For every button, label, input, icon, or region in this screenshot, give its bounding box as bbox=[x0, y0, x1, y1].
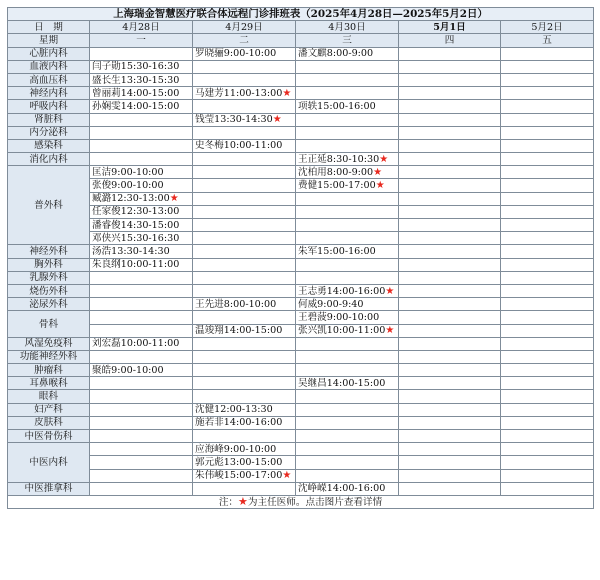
schedule-cell bbox=[399, 390, 501, 403]
schedule-cell bbox=[193, 87, 296, 100]
table-row bbox=[8, 100, 594, 113]
chief-physician-star-icon: ★ bbox=[375, 180, 385, 192]
department-name: 消化内科 bbox=[8, 153, 90, 166]
department-name: 烧伤外科 bbox=[8, 284, 90, 297]
schedule-cell bbox=[90, 232, 193, 245]
doctor-slot: 聚皓9:00-10:00 bbox=[92, 364, 164, 376]
schedule-cell bbox=[193, 482, 296, 495]
schedule-cell bbox=[501, 271, 594, 284]
date-header-4: 5月2日 bbox=[501, 21, 594, 34]
department-name: 呼吸内科 bbox=[8, 100, 90, 113]
schedule-cell bbox=[193, 324, 296, 337]
schedule-cell bbox=[296, 179, 399, 192]
schedule-cell bbox=[193, 311, 296, 324]
schedule-cell bbox=[90, 377, 193, 390]
schedule-cell bbox=[399, 192, 501, 205]
doctor-slot: 何威9:00-9:40 bbox=[298, 298, 364, 310]
department-name: 风湿免疫科 bbox=[8, 337, 90, 350]
schedule-container bbox=[7, 7, 593, 509]
schedule-cell bbox=[193, 469, 296, 482]
schedule-cell bbox=[501, 179, 594, 192]
table-row bbox=[8, 245, 594, 258]
schedule-cell bbox=[193, 390, 296, 403]
doctor-slot: 张兴凯10:00-11:00 bbox=[298, 325, 386, 337]
schedule-cell bbox=[90, 258, 193, 271]
schedule-cell bbox=[399, 205, 501, 218]
doctor-slot: 沈峥嵘14:00-16:00 bbox=[298, 483, 386, 495]
table-row bbox=[8, 284, 594, 297]
doctor-slot: 匡洁9:00-10:00 bbox=[92, 166, 164, 178]
schedule-cell bbox=[501, 166, 594, 179]
schedule-cell bbox=[296, 482, 399, 495]
schedule-cell bbox=[399, 337, 501, 350]
schedule-cell bbox=[193, 416, 296, 429]
schedule-cell bbox=[399, 73, 501, 86]
department-name: 乳腺外科 bbox=[8, 271, 90, 284]
schedule-cell bbox=[501, 377, 594, 390]
schedule-cell bbox=[501, 469, 594, 482]
schedule-cell bbox=[90, 60, 193, 73]
schedule-cell bbox=[399, 311, 501, 324]
schedule-cell bbox=[193, 205, 296, 218]
table-row bbox=[8, 350, 594, 363]
schedule-cell bbox=[90, 284, 193, 297]
schedule-cell bbox=[90, 100, 193, 113]
schedule-cell bbox=[399, 219, 501, 232]
table-row bbox=[8, 179, 594, 192]
table-row bbox=[8, 219, 594, 232]
doctor-slot: 史冬梅10:00-11:00 bbox=[195, 140, 283, 152]
schedule-cell bbox=[501, 482, 594, 495]
schedule-cell bbox=[193, 219, 296, 232]
schedule-cell bbox=[399, 139, 501, 152]
schedule-cell bbox=[399, 113, 501, 126]
doctor-slot: 吴继昌14:00-15:00 bbox=[298, 377, 386, 389]
schedule-cell bbox=[193, 126, 296, 139]
doctor-slot: 闫子勋15:30-16:30 bbox=[92, 61, 180, 73]
table-row bbox=[8, 232, 594, 245]
table-row bbox=[8, 377, 594, 390]
schedule-cell bbox=[399, 271, 501, 284]
schedule-cell bbox=[501, 258, 594, 271]
title-row bbox=[8, 8, 594, 21]
doctor-slot: 臧潞12:30-13:00 bbox=[92, 193, 170, 205]
doctor-slot: 汤浩13:30-14:30 bbox=[92, 245, 170, 257]
department-name: 普外科 bbox=[8, 166, 90, 245]
schedule-cell bbox=[399, 298, 501, 311]
schedule-cell bbox=[90, 403, 193, 416]
chief-physician-star-icon: ★ bbox=[272, 114, 282, 126]
department-name: 高血压科 bbox=[8, 73, 90, 86]
date-header-2: 4月30日 bbox=[296, 21, 399, 34]
schedule-cell bbox=[399, 324, 501, 337]
department-name: 中医推拿科 bbox=[8, 482, 90, 495]
schedule-cell bbox=[501, 364, 594, 377]
date-header-0: 4月28日 bbox=[90, 21, 193, 34]
schedule-cell bbox=[193, 430, 296, 443]
weekday-header-0: 一 bbox=[90, 34, 193, 47]
table-row bbox=[8, 456, 594, 469]
schedule-cell bbox=[296, 271, 399, 284]
schedule-cell bbox=[90, 179, 193, 192]
schedule-cell bbox=[90, 324, 193, 337]
schedule-cell bbox=[501, 324, 594, 337]
schedule-cell bbox=[399, 60, 501, 73]
table-row bbox=[8, 139, 594, 152]
star-icon: ★ bbox=[238, 495, 248, 509]
weekday-header-3: 四 bbox=[399, 34, 501, 47]
date-label: 日 期 bbox=[8, 21, 90, 34]
schedule-cell bbox=[501, 47, 594, 60]
schedule-cell bbox=[296, 377, 399, 390]
schedule-cell bbox=[296, 100, 399, 113]
schedule-cell bbox=[399, 482, 501, 495]
schedule-cell bbox=[501, 219, 594, 232]
doctor-slot: 应海峰9:00-10:00 bbox=[195, 443, 277, 455]
schedule-cell bbox=[90, 482, 193, 495]
table-row bbox=[8, 416, 594, 429]
schedule-cell bbox=[296, 139, 399, 152]
schedule-cell bbox=[399, 179, 501, 192]
schedule-cell bbox=[501, 443, 594, 456]
chief-physician-star-icon: ★ bbox=[385, 325, 395, 337]
table-row bbox=[8, 364, 594, 377]
weekday-label: 星期 bbox=[8, 34, 90, 47]
schedule-cell bbox=[193, 60, 296, 73]
table-row bbox=[8, 47, 594, 60]
schedule-cell bbox=[501, 416, 594, 429]
department-name: 神经内科 bbox=[8, 87, 90, 100]
footnote-text: 为主任医师。点击图片查看详情 bbox=[247, 497, 383, 509]
table-row bbox=[8, 87, 594, 100]
table-row bbox=[8, 324, 594, 337]
doctor-slot: 沈柏用8:00-9:00 bbox=[298, 166, 374, 178]
weekday-row bbox=[8, 34, 594, 47]
schedule-cell bbox=[90, 364, 193, 377]
doctor-slot: 朱军15:00-16:00 bbox=[298, 245, 376, 257]
schedule-cell bbox=[193, 298, 296, 311]
schedule-cell bbox=[296, 403, 399, 416]
schedule-cell bbox=[501, 390, 594, 403]
schedule-cell bbox=[90, 87, 193, 100]
schedule-cell bbox=[90, 139, 193, 152]
doctor-slot: 王志勇14:00-16:00 bbox=[298, 285, 386, 297]
schedule-cell bbox=[90, 126, 193, 139]
schedule-cell bbox=[296, 113, 399, 126]
schedule-cell bbox=[90, 245, 193, 258]
table-row bbox=[8, 126, 594, 139]
schedule-cell bbox=[501, 284, 594, 297]
department-name: 中医骨伤科 bbox=[8, 430, 90, 443]
date-header-3: 5月1日 bbox=[399, 21, 501, 34]
department-name: 耳鼻喉科 bbox=[8, 377, 90, 390]
schedule-cell bbox=[296, 364, 399, 377]
schedule-cell bbox=[399, 284, 501, 297]
department-name: 神经外科 bbox=[8, 245, 90, 258]
table-row bbox=[8, 482, 594, 495]
department-name: 血液内科 bbox=[8, 60, 90, 73]
schedule-cell bbox=[296, 258, 399, 271]
schedule-cell bbox=[399, 416, 501, 429]
schedule-cell bbox=[90, 311, 193, 324]
schedule-cell bbox=[296, 87, 399, 100]
department-name: 心脏内科 bbox=[8, 47, 90, 60]
schedule-cell bbox=[399, 456, 501, 469]
schedule-cell bbox=[193, 364, 296, 377]
department-name: 内分泌科 bbox=[8, 126, 90, 139]
schedule-cell bbox=[296, 232, 399, 245]
schedule-cell bbox=[296, 324, 399, 337]
schedule-cell bbox=[399, 87, 501, 100]
chief-physician-star-icon: ★ bbox=[385, 285, 395, 297]
schedule-cell bbox=[296, 416, 399, 429]
schedule-cell bbox=[296, 337, 399, 350]
table-row bbox=[8, 337, 594, 350]
schedule-cell bbox=[501, 430, 594, 443]
doctor-slot: 刘宏磊10:00-11:00 bbox=[92, 338, 180, 350]
schedule-cell bbox=[296, 153, 399, 166]
doctor-slot: 费健15:00-17:00 bbox=[298, 180, 376, 192]
schedule-cell bbox=[296, 219, 399, 232]
doctor-slot: 潘文麒8:00-9:00 bbox=[298, 48, 374, 60]
schedule-cell bbox=[193, 153, 296, 166]
schedule-cell bbox=[296, 126, 399, 139]
schedule-cell bbox=[296, 443, 399, 456]
schedule-cell bbox=[501, 139, 594, 152]
doctor-slot: 钱莹13:30-14:30 bbox=[195, 114, 273, 126]
schedule-cell bbox=[296, 390, 399, 403]
doctor-slot: 温竣翔14:00-15:00 bbox=[195, 325, 283, 337]
department-name: 肾脏科 bbox=[8, 113, 90, 126]
schedule-cell bbox=[193, 139, 296, 152]
table-row bbox=[8, 60, 594, 73]
schedule-cell bbox=[193, 113, 296, 126]
schedule-cell bbox=[501, 232, 594, 245]
department-name: 皮肤科 bbox=[8, 416, 90, 429]
schedule-cell bbox=[296, 311, 399, 324]
table-row bbox=[8, 205, 594, 218]
doctor-slot: 张俊9:00-10:00 bbox=[92, 180, 164, 192]
schedule-cell bbox=[193, 245, 296, 258]
doctor-slot: 朱良纲10:00-11:00 bbox=[92, 259, 180, 271]
schedule-cell bbox=[90, 350, 193, 363]
schedule-cell bbox=[501, 126, 594, 139]
note-row bbox=[8, 495, 594, 508]
schedule-cell bbox=[501, 298, 594, 311]
schedule-cell bbox=[501, 403, 594, 416]
schedule-cell bbox=[296, 469, 399, 482]
schedule-cell bbox=[90, 192, 193, 205]
schedule-cell bbox=[193, 192, 296, 205]
schedule-cell bbox=[296, 350, 399, 363]
department-name: 中医内科 bbox=[8, 443, 90, 483]
schedule-cell bbox=[399, 443, 501, 456]
schedule-cell bbox=[296, 73, 399, 86]
schedule-cell bbox=[90, 337, 193, 350]
schedule-cell bbox=[501, 245, 594, 258]
schedule-cell bbox=[399, 377, 501, 390]
schedule-cell bbox=[501, 311, 594, 324]
schedule-cell bbox=[296, 456, 399, 469]
schedule-cell bbox=[501, 100, 594, 113]
table-row bbox=[8, 73, 594, 86]
schedule-cell bbox=[399, 153, 501, 166]
table-row bbox=[8, 113, 594, 126]
schedule-cell bbox=[501, 192, 594, 205]
schedule-cell bbox=[501, 456, 594, 469]
schedule-cell bbox=[399, 100, 501, 113]
table-row bbox=[8, 298, 594, 311]
schedule-cell bbox=[90, 443, 193, 456]
department-name: 骨科 bbox=[8, 311, 90, 337]
schedule-cell bbox=[296, 245, 399, 258]
schedule-cell bbox=[193, 100, 296, 113]
department-name: 感染科 bbox=[8, 139, 90, 152]
schedule-cell bbox=[90, 166, 193, 179]
date-header-1: 4月29日 bbox=[193, 21, 296, 34]
schedule-cell bbox=[90, 73, 193, 86]
department-name: 泌尿外科 bbox=[8, 298, 90, 311]
schedule-cell bbox=[399, 166, 501, 179]
schedule-cell bbox=[399, 403, 501, 416]
department-name: 胸外科 bbox=[8, 258, 90, 271]
weekday-header-4: 五 bbox=[501, 34, 594, 47]
schedule-cell bbox=[501, 113, 594, 126]
doctor-slot: 王先进8:00-10:00 bbox=[195, 298, 277, 310]
chief-physician-star-icon: ★ bbox=[282, 87, 292, 99]
schedule-cell bbox=[193, 337, 296, 350]
schedule-cell bbox=[501, 350, 594, 363]
schedule-cell bbox=[296, 166, 399, 179]
schedule-cell bbox=[193, 377, 296, 390]
schedule-cell bbox=[193, 403, 296, 416]
schedule-cell bbox=[193, 232, 296, 245]
doctor-slot: 朱伟峻15:00-17:00 bbox=[195, 470, 283, 482]
schedule-cell bbox=[501, 205, 594, 218]
table-title: 上海瑞金智慧医疗联合体远程门诊排班表（2025年4月28日—2025年5月2日） bbox=[8, 8, 594, 21]
table-row bbox=[8, 271, 594, 284]
department-name: 功能神经外科 bbox=[8, 350, 90, 363]
footnote-prefix: 注： bbox=[218, 497, 239, 509]
doctor-slot: 项轶15:00-16:00 bbox=[298, 100, 376, 112]
table-row bbox=[8, 258, 594, 271]
schedule-cell bbox=[193, 73, 296, 86]
schedule-cell bbox=[399, 126, 501, 139]
chief-physician-star-icon: ★ bbox=[379, 153, 389, 165]
department-name: 肿瘤科 bbox=[8, 364, 90, 377]
schedule-cell bbox=[296, 430, 399, 443]
footnote[interactable] bbox=[8, 495, 594, 508]
schedule-cell bbox=[90, 219, 193, 232]
schedule-cell bbox=[399, 469, 501, 482]
schedule-cell bbox=[296, 60, 399, 73]
department-name: 妇产科 bbox=[8, 403, 90, 416]
schedule-cell bbox=[296, 298, 399, 311]
doctor-slot: 马建芳11:00-13:00 bbox=[195, 87, 283, 99]
schedule-cell bbox=[399, 430, 501, 443]
date-row bbox=[8, 21, 594, 34]
schedule-cell bbox=[193, 179, 296, 192]
doctor-slot: 潘睿俊14:30-15:00 bbox=[92, 219, 180, 231]
schedule-cell bbox=[193, 258, 296, 271]
schedule-cell bbox=[501, 73, 594, 86]
schedule-cell bbox=[90, 113, 193, 126]
table-row bbox=[8, 192, 594, 205]
schedule-cell bbox=[296, 284, 399, 297]
table-row bbox=[8, 153, 594, 166]
schedule-cell bbox=[193, 443, 296, 456]
schedule-cell bbox=[399, 350, 501, 363]
schedule-cell bbox=[399, 245, 501, 258]
doctor-slot: 沈健12:00-13:30 bbox=[195, 404, 273, 416]
schedule-cell bbox=[193, 47, 296, 60]
schedule-cell bbox=[296, 205, 399, 218]
schedule-cell bbox=[90, 47, 193, 60]
schedule-cell bbox=[193, 284, 296, 297]
schedule-cell bbox=[296, 192, 399, 205]
schedule-cell bbox=[90, 469, 193, 482]
schedule-cell bbox=[90, 390, 193, 403]
table-row bbox=[8, 443, 594, 456]
schedule-cell bbox=[193, 350, 296, 363]
schedule-cell bbox=[193, 166, 296, 179]
schedule-cell bbox=[501, 337, 594, 350]
schedule-cell bbox=[90, 153, 193, 166]
department-name: 眼科 bbox=[8, 390, 90, 403]
schedule-cell bbox=[90, 298, 193, 311]
table-row bbox=[8, 390, 594, 403]
schedule-cell bbox=[501, 153, 594, 166]
doctor-slot: 罗晓骊9:00-10:00 bbox=[195, 48, 277, 60]
table-row bbox=[8, 469, 594, 482]
table-row bbox=[8, 166, 594, 179]
schedule-cell bbox=[399, 232, 501, 245]
schedule-cell bbox=[90, 416, 193, 429]
doctor-slot: 施若非14:00-16:00 bbox=[195, 417, 283, 429]
schedule-cell bbox=[296, 47, 399, 60]
schedule-cell bbox=[193, 271, 296, 284]
doctor-slot: 郭元彪13:00-15:00 bbox=[195, 456, 283, 468]
doctor-slot: 孙娴雯14:00-15:00 bbox=[92, 100, 180, 112]
weekday-header-1: 二 bbox=[193, 34, 296, 47]
schedule-cell bbox=[90, 456, 193, 469]
doctor-slot: 邓侠兴15:30-16:30 bbox=[92, 232, 180, 244]
table-row bbox=[8, 311, 594, 324]
doctor-slot: 曾丽莉14:00-15:00 bbox=[92, 87, 180, 99]
doctor-slot: 王正延8:30-10:30 bbox=[298, 153, 380, 165]
schedule-cell bbox=[399, 47, 501, 60]
schedule-cell bbox=[90, 430, 193, 443]
schedule-cell bbox=[501, 87, 594, 100]
chief-physician-star-icon: ★ bbox=[169, 193, 179, 205]
table-row bbox=[8, 430, 594, 443]
schedule-cell bbox=[399, 364, 501, 377]
table-row bbox=[8, 403, 594, 416]
doctor-slot: 盛长生13:30-15:30 bbox=[92, 74, 180, 86]
schedule-cell bbox=[193, 456, 296, 469]
schedule-cell bbox=[90, 271, 193, 284]
schedule-cell bbox=[399, 258, 501, 271]
schedule-cell bbox=[501, 60, 594, 73]
chief-physician-star-icon: ★ bbox=[373, 166, 383, 178]
schedule-cell bbox=[90, 205, 193, 218]
weekday-header-2: 三 bbox=[296, 34, 399, 47]
schedule-table bbox=[7, 7, 594, 509]
doctor-slot: 王碧菠9:00-10:00 bbox=[298, 311, 380, 323]
doctor-slot: 任家俊12:30-13:00 bbox=[92, 206, 180, 218]
chief-physician-star-icon: ★ bbox=[282, 470, 292, 482]
